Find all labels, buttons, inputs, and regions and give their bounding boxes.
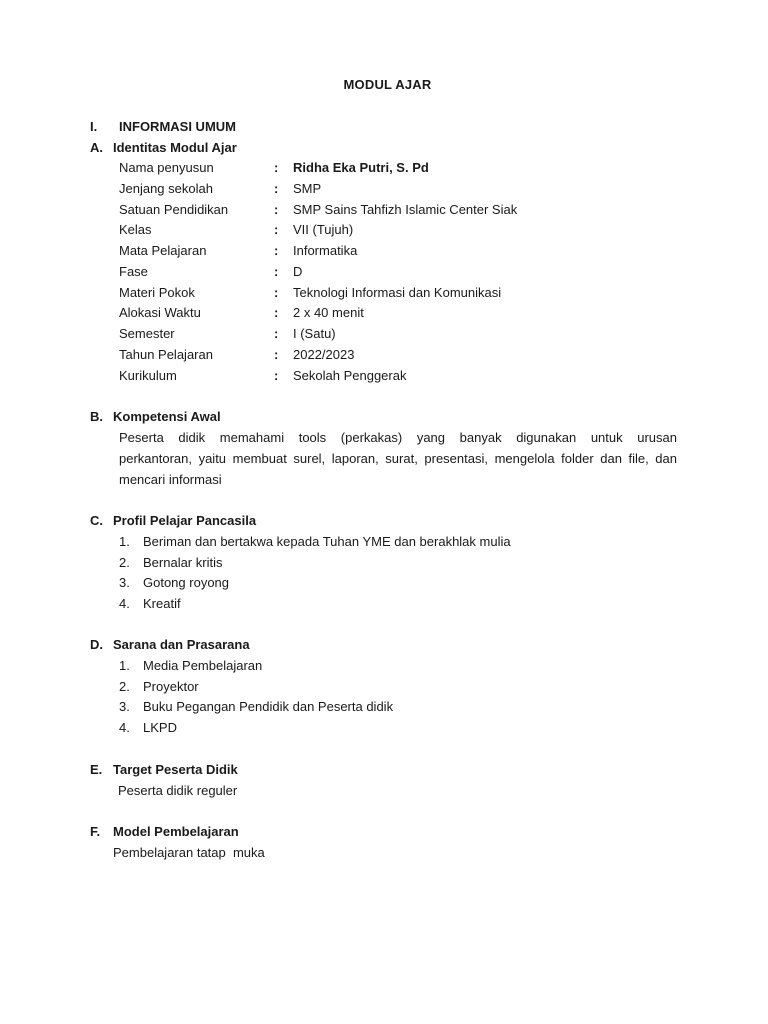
section-heading-informasi-umum (90, 119, 236, 134)
row-colon: : (274, 222, 279, 237)
section-title: INFORMASI UMUM (119, 119, 236, 134)
list-item (119, 720, 393, 741)
subsection-heading-profil-pelajar (90, 513, 256, 528)
row-value: Sekolah Penggerak (293, 368, 407, 383)
list-text: Beriman dan bertakwa kepada Tuhan YME dan berakhlak mulia (143, 534, 511, 549)
row-colon: : (274, 305, 279, 320)
row-value: SMP (293, 181, 322, 196)
list-item (119, 679, 393, 700)
list-text: LKPD (143, 720, 177, 736)
row-colon: : (274, 181, 279, 196)
profil-list (119, 534, 511, 617)
list-text: Proyektor (143, 678, 199, 694)
subsection-number: B. (90, 409, 103, 424)
list-item (119, 555, 511, 576)
list-number: 2. (119, 678, 130, 694)
row-colon: : (274, 243, 279, 258)
list-item (119, 534, 511, 555)
subsection-heading-model-pembelajaran (90, 824, 239, 839)
row-colon: : (274, 202, 279, 217)
list-number: 4. (119, 720, 130, 736)
row-value: 2022/2023 (293, 347, 355, 362)
row-colon: : (274, 368, 279, 383)
list-item (119, 575, 511, 596)
subsection-title: Sarana dan Prasarana (113, 637, 250, 652)
subsection-number: E. (90, 762, 103, 777)
row-colon: : (274, 264, 279, 279)
row-value: VII (Tujuh) (293, 222, 354, 237)
subsection-number: F. (90, 824, 101, 839)
paragraph-line: mencari informasi (119, 472, 222, 487)
row-label: Kelas (119, 222, 152, 237)
subsection-title: Target Peserta Didik (113, 762, 238, 777)
subsection-number: A. (90, 140, 103, 155)
section-number: I. (90, 119, 98, 134)
paragraph-line: Peserta didik memahami tools (perkakas) yang banyak digunakan untuk urusan (119, 430, 677, 445)
subsection-number: D. (90, 637, 103, 652)
list-item (119, 596, 511, 617)
row-colon: : (274, 326, 279, 341)
row-value: D (293, 264, 303, 279)
row-value: I (Satu) (293, 326, 336, 341)
sarana-list (119, 658, 393, 741)
subsection-title: Model Pembelajaran (113, 824, 239, 839)
row-colon: : (274, 285, 279, 300)
row-label: Kurikulum (119, 368, 177, 383)
row-colon: : (274, 160, 279, 175)
list-number: 4. (119, 596, 130, 612)
subsection-title: Profil Pelajar Pancasila (113, 513, 257, 528)
subsection-heading-identitas (90, 140, 237, 155)
row-value: SMP Sains Tahfizh Islamic Center Siak (293, 202, 518, 217)
document-title: MODUL AJAR (343, 77, 432, 92)
list-number: 1. (119, 534, 130, 549)
list-item (119, 658, 393, 679)
row-label: Jenjang sekolah (119, 181, 213, 196)
subsection-number: C. (90, 513, 103, 528)
list-text: Gotong royong (143, 575, 230, 591)
subsection-title: Identitas Modul Ajar (113, 140, 237, 155)
row-label: Semester (119, 326, 175, 341)
list-number: 1. (119, 658, 130, 673)
row-value: Ridha Eka Putri, S. Pd (293, 160, 429, 175)
row-label: Mata Pelajaran (119, 243, 207, 258)
row-value: Informatika (293, 243, 358, 258)
subsection-heading-sarana-prasarana (90, 637, 250, 652)
list-text: Buku Pegangan Pendidik dan Peserta didik (143, 699, 394, 715)
row-label: Alokasi Waktu (119, 305, 201, 320)
list-text: Bernalar kritis (143, 554, 223, 570)
kompetensi-paragraph (119, 427, 677, 490)
list-number: 2. (119, 554, 130, 570)
target-text: Peserta didik reguler (118, 783, 238, 798)
model-text: Pembelajaran tatap muka (113, 845, 265, 860)
row-value: Teknologi Informasi dan Komunikasi (293, 285, 502, 300)
subsection-heading-target-peserta (90, 762, 238, 777)
row-label: Materi Pokok (119, 285, 195, 300)
row-label: Fase (119, 264, 148, 279)
list-number: 3. (119, 575, 130, 591)
list-number: 3. (119, 699, 130, 715)
list-text: Kreatif (143, 596, 181, 612)
list-text: Media Pembelajaran (143, 658, 263, 673)
subsection-heading-kompetensi-awal (90, 409, 221, 424)
row-colon: : (274, 347, 279, 362)
paragraph-line: perkantoran, yaitu membuat surel, laporan, surat, presentasi, mengelola folder dan file, dan (119, 451, 677, 466)
list-item (119, 699, 393, 720)
row-value: 2 x 40 menit (293, 305, 364, 320)
row-label: Nama penyusun (119, 160, 214, 175)
row-label: Tahun Pelajaran (119, 347, 213, 362)
subsection-title: Kompetensi Awal (113, 409, 221, 424)
row-label: Satuan Pendidikan (119, 202, 229, 217)
